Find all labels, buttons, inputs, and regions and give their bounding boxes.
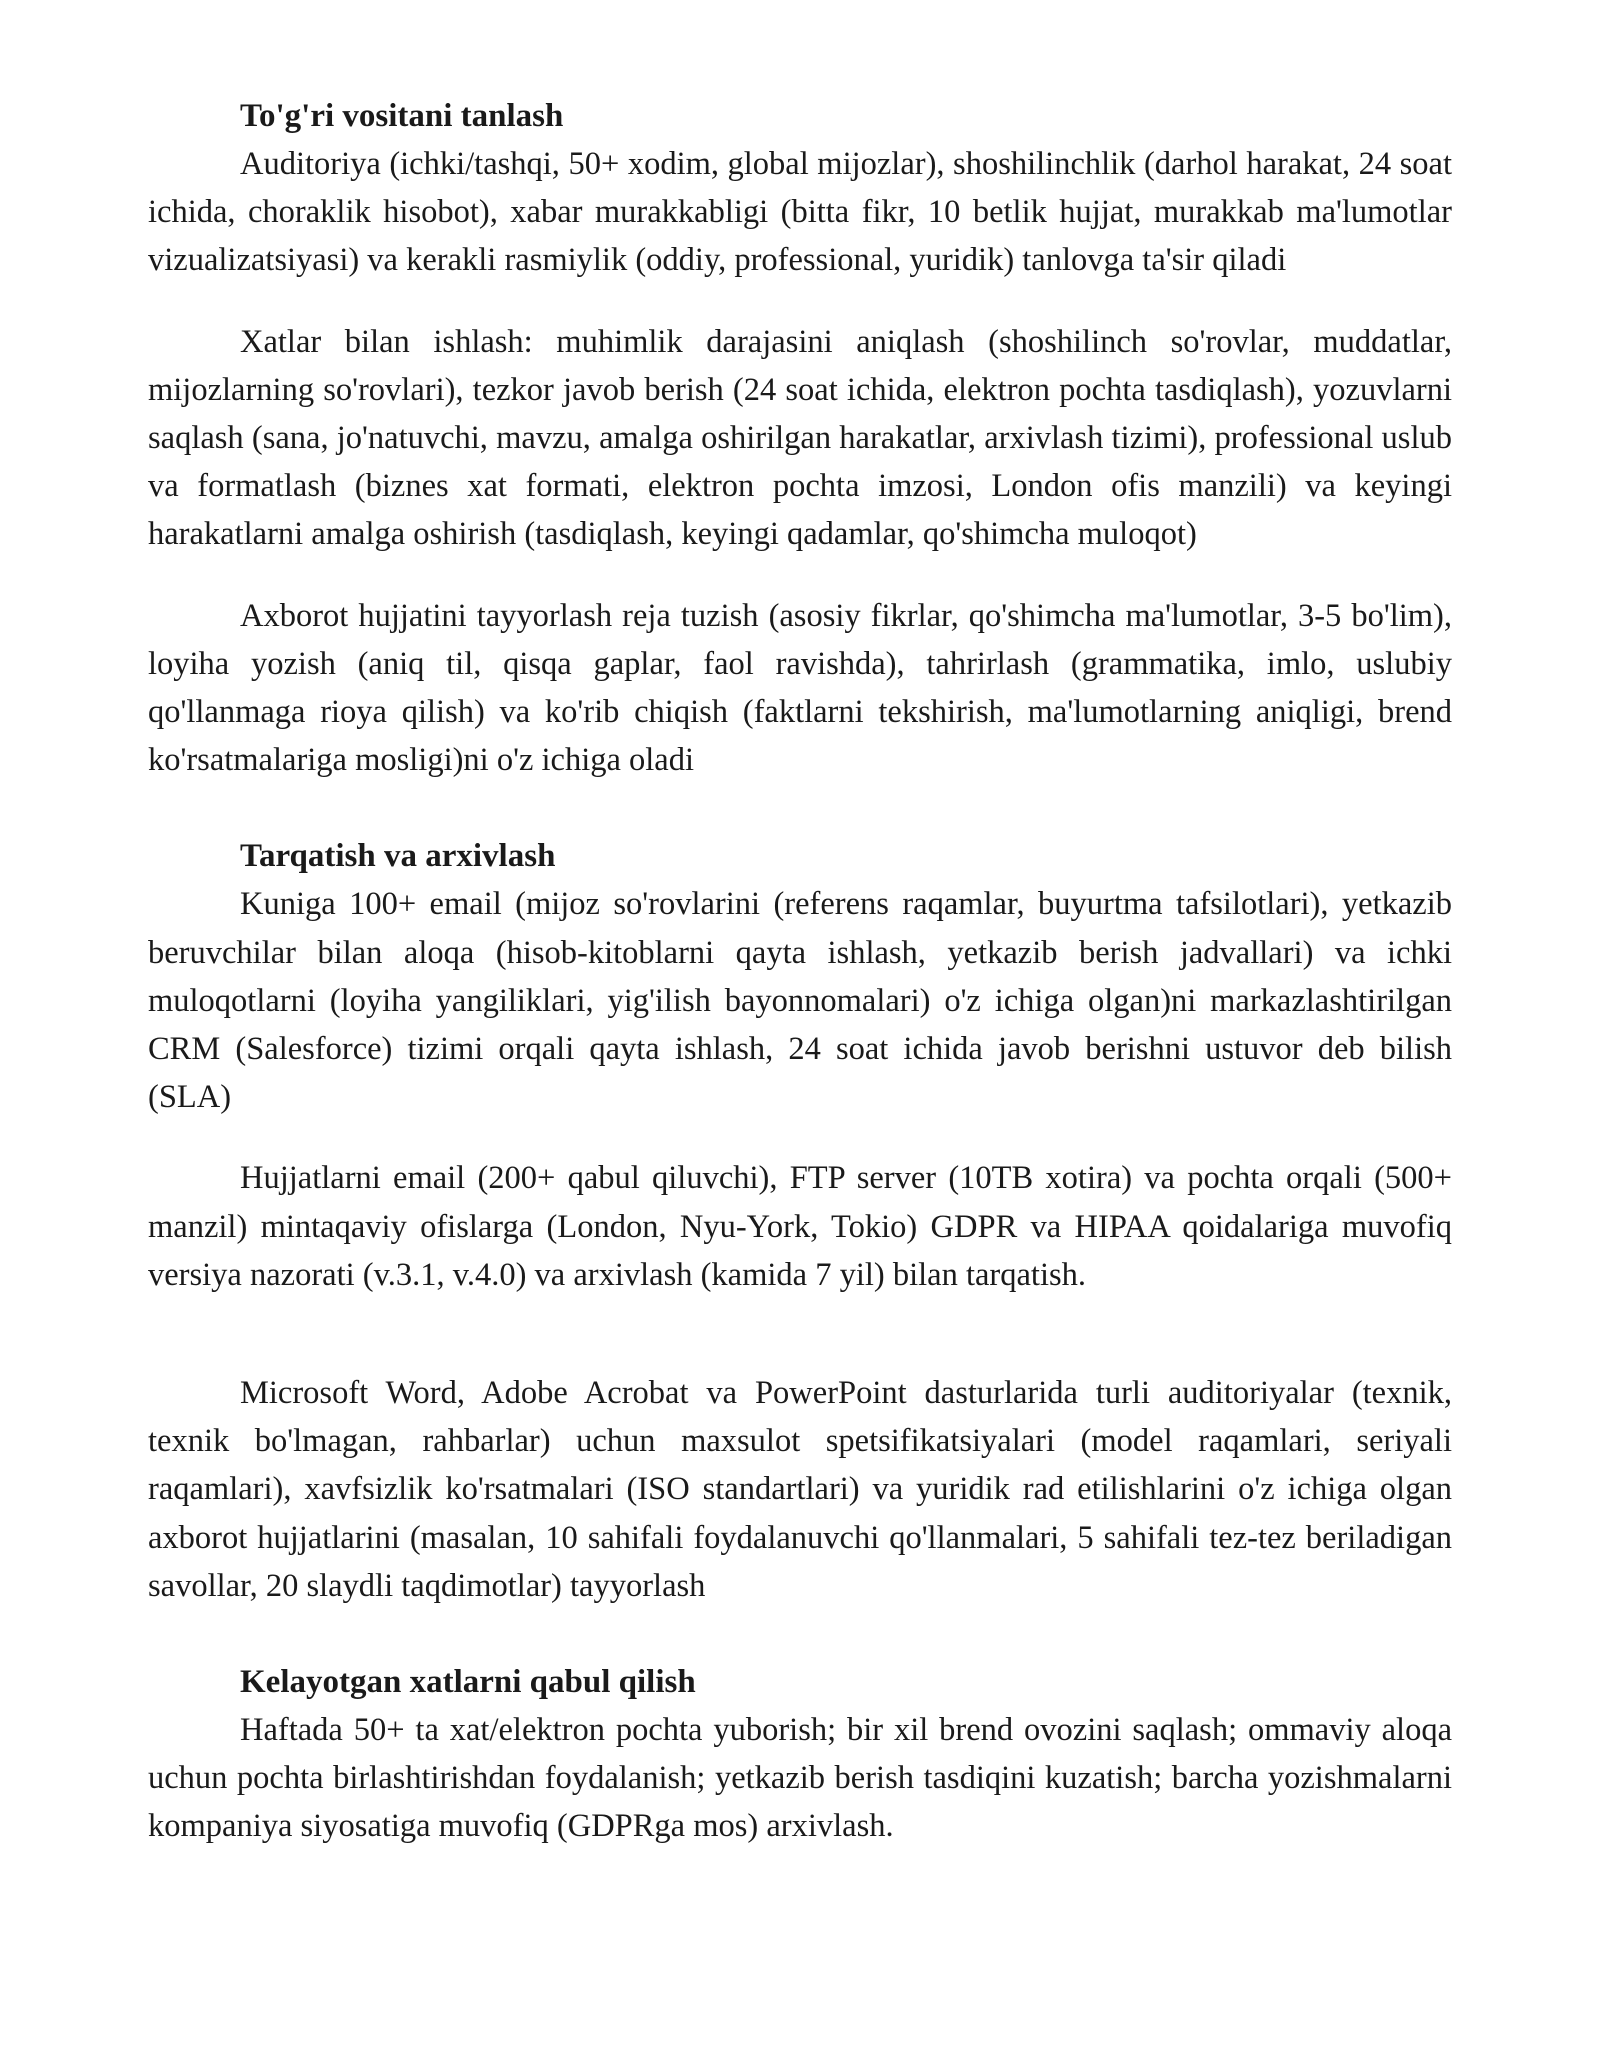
paragraph: Haftada 50+ ta xat/elektron pochta yuborish; bir xil brend ovozini saqlash; ommaviy aloqa uchun pochta birlashtirishdan foydalanish; yetkazib berish tasdiqini kuzatish; barcha yozishmalarni kompaniya siyosatiga muvofiq (GDPRga mos) arxivlash. [148, 1712, 1452, 1845]
paragraph: Auditoriya (ichki/tashqi, 50+ xodim, global mijozlar), shoshilinchlik (darhol harakat, 24 soat ichida, choraklik hisobot), xabar murakkabligi (bitta fikr, 10 betlik hujjat, murakkab ma'lumotlar vizualizatsiyasi) va kerakli rasmiylik (oddiy, professional, yuridik) tanlovga ta'sir qiladi [148, 146, 1452, 279]
section-heading: Kelayotgan xatlarni qabul qilish [240, 1664, 696, 1701]
paragraph: Xatlar bilan ishlash: muhimlik darajasini aniqlash (shoshilinch so'rovlar, muddatlar, mijozlarning so'rovlari), tezkor javob berish (24 soat ichida, elektron pochta tasdiqlash), yozuvlarni saqlash (sana, jo'natuvchi, mavzu, amalga oshirilgan harakatlar, arxivlash tizimi), professional uslub va formatlash (biznes xat formati, elektron pochta imzosi, London ofis manzili) va keyingi harakatlarni amalga oshirish (tasdiqlash, keyingi qadamlar, qo'shimcha muloqot) [148, 323, 1452, 553]
document-page [148, 92, 1452, 1851]
paragraph: Axborot hujjatini tayyorlash reja tuzish (asosiy fikrlar, qo'shimcha ma'lumotlar, 3-5 bo'lim), loyiha yozish (aniq til, qisqa gaplar, faol ravishda), tahrirlash (grammatika, imlo, uslubiy qo'llanmaga rioya qilish) va ko'rib chiqish (faktlarni tekshirish, ma'lumotlarning aniqligi, brend ko'rsatmalariga mosligi)ni o'z ichiga oladi [148, 597, 1452, 779]
section-heading: To'g'ri vositani tanlash [240, 98, 564, 134]
paragraph: Hujjatlarni email (200+ qabul qiluvchi), FTP server (10TB xotira) va pochta orqali (500+ manzil) mintaqaviy ofislarga (London, Nyu-York, Tokio) GDPR va HIPAA qoidalariga muvofiq versiya nazorati (v.3.1, v.4.0) va arxivlash (kamida 7 yil) bilan tarqatish. [148, 1160, 1452, 1293]
paragraph: Microsoft Word, Adobe Acrobat va PowerPoint dasturlarida turli auditoriyalar (texnik, texnik bo'lmagan, rahbarlar) uchun maxsulot spetsifikatsiyalari (model raqamlari, seriyali raqamlari), xavfsizlik ko'rsatmalari (ISO standartlari) va yuridik rad etilishlarini o'z ichiga olgan axborot hujjatlarini (masalan, 10 sahifali foydalanuvchi qo'llanmalari, 5 sahifali tez-tez beriladigan savollar, 20 slaydli taqdimotlar) tayyorlash [148, 1375, 1452, 1604]
section-heading: Tarqatish va arxivlash [240, 838, 556, 875]
paragraph: Kuniga 100+ email (mijoz so'rovlarini (referens raqamlar, buyurtma tafsilotlari), yetkazib beruvchilar bilan aloqa (hisob-kitoblarni qayta ishlash, yetkazib berish jadvallari) va ichki muloqotlarni (loyiha yangiliklari, yig'ilish bayonnomalari) o'z ichiga olgan)ni markazlashtirilgan CRM (Salesforce) tizimi orqali qayta ishlash, 24 soat ichida javob berishni ustuvor deb bilish (SLA) [148, 886, 1452, 1116]
